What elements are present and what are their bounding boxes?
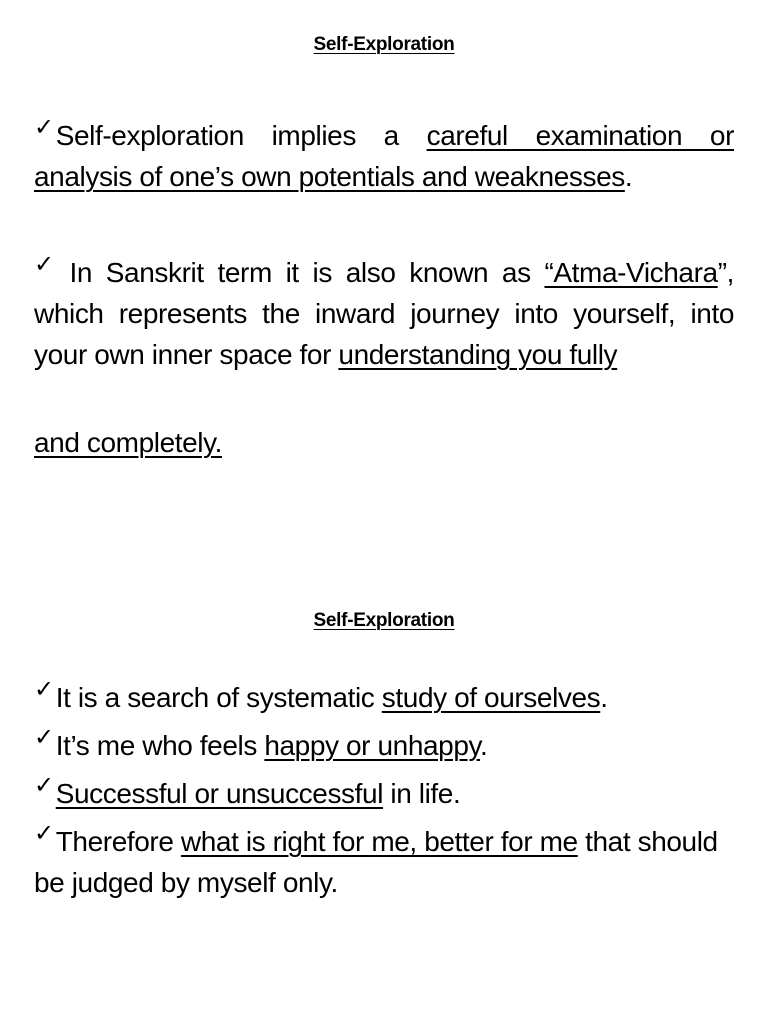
check-mark-icon: ✓	[34, 250, 54, 278]
paragraph-text: In Sanskrit term it is also known as	[55, 257, 545, 288]
check-mark-icon: ✓	[34, 675, 54, 703]
check-mark-icon: ✓	[34, 771, 54, 799]
list-item-text: .	[600, 682, 608, 713]
underlined-phrase: what is right for me, better for me	[180, 826, 578, 857]
underlined-phrase: happy or unhappy	[264, 730, 481, 761]
paragraph-text: ”, which represents the inward journey into yourself, into your own inner space for	[34, 257, 734, 370]
list-item-text: that should be judged by myself only.	[34, 826, 718, 898]
underlined-phrase: understanding you fully	[338, 339, 618, 370]
paragraph-text: .	[624, 161, 633, 192]
check-mark-icon: ✓	[34, 113, 54, 141]
page-title: Self-Exploration	[313, 610, 455, 631]
paragraph-definition	[34, 115, 734, 197]
underlined-phrase: “Atma-Vichara	[544, 257, 718, 288]
paragraph-atma-vichara	[34, 252, 734, 375]
list-item	[34, 821, 734, 903]
underlined-phrase: careful examination or analysis of one’s own potentials and weaknesses	[34, 120, 734, 192]
list-item	[34, 677, 754, 718]
check-mark-icon: ✓	[34, 819, 54, 847]
underlined-phrase: and completely.	[34, 427, 223, 458]
list-item-text: in life.	[383, 778, 461, 809]
paragraph-text: Self-exploration implies a	[55, 120, 427, 151]
list-item	[34, 725, 754, 766]
list-item-text: It’s me who feels	[55, 730, 265, 761]
paragraph-continuation	[34, 422, 734, 463]
underlined-phrase: Successful or unsuccessful	[55, 778, 384, 809]
list-item-text: It is a search of systematic	[55, 682, 382, 713]
page-title: Self-Exploration	[313, 34, 455, 55]
underlined-phrase: study of ourselves	[381, 682, 601, 713]
list-item-text: .	[480, 730, 488, 761]
check-mark-icon: ✓	[34, 723, 54, 751]
list-item-text: Therefore	[55, 826, 181, 857]
list-item	[34, 773, 754, 814]
